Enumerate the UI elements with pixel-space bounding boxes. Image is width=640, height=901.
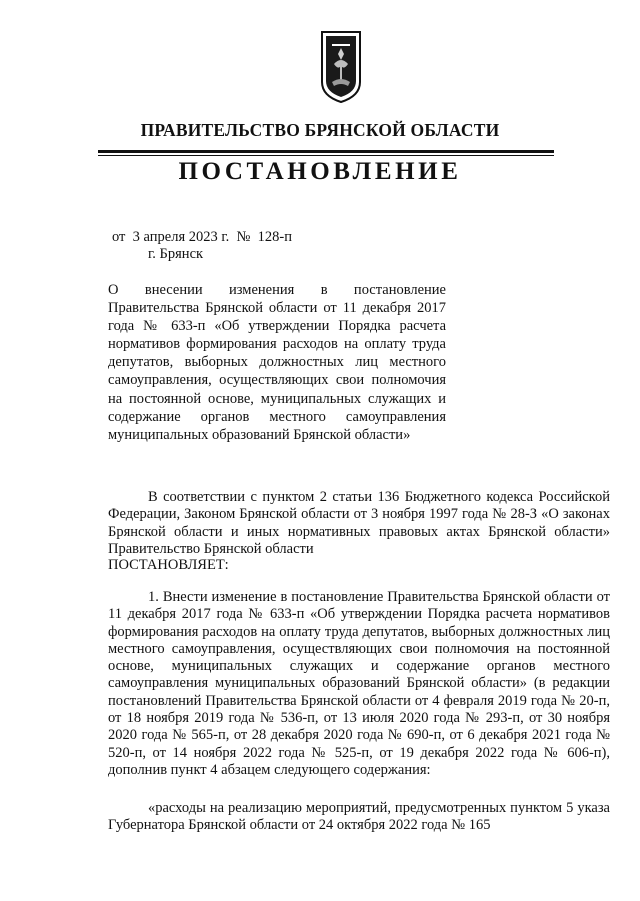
- organization-title: ПРАВИТЕЛЬСТВО БРЯНСКОЙ ОБЛАСТИ: [140, 120, 500, 140]
- document-subject: О внесении изменения в постановление Правительства Брянской области от 11 декабря 2017 года № 633-п «Об утверждении Порядка расчета нормативов формирования расходов на оплату труда депутатов, выборных должностных лиц местного самоуправления, осуществляющих свои полномочия на постоянной основе, муниципальных служащих и содержание органов местного самоуправления муниципальных образований Брянской области»: [108, 282, 446, 443]
- decree-word: ПОСТАНОВЛЯЕТ:: [108, 557, 229, 573]
- item-1-paragraph: 1. Внести изменение в постановление Правительства Брянской области от 11 декабря 2017 года № 633-п «Об утверждении Порядка расчета нормативов формирования расходов на оплату труда депутатов, выборных должностных лиц местного самоуправления, осуществляющих свои полномочия на постоянной основе, муниципальных служащих и содержание органов местного самоуправления муниципальных образований Брянской области» (в редакции постановлений Правительства Брянской области от 4 февраля 2019 года № 20-п, от 18 ноября 2019 года № 536-п, от 13 июля 2020 года № 293-п, от 30 ноября 2020 года № 565-п, от 28 декабря 2020 года № 690-п, от 6 декабря 2021 года № 520-п, от 14 ноября 2022 года № 525-п, от 19 декабря 2022 года № 606-п), дополнив пункт 4 абзацем следующего содержания:: [108, 589, 610, 778]
- document-type-title: ПОСТАНОВЛЕНИЕ: [178, 158, 462, 185]
- document-city: г. Брянск: [148, 246, 204, 262]
- preamble-paragraph: В соответствии с пунктом 2 статьи 136 Бюджетного кодекса Российской Федерации, Законом Брянской области от 3 ноября 1997 года № 28-З «О законах Брянской области и иных нормативных правовых актах Брянской области» Правительство Брянской области: [108, 489, 610, 557]
- header-divider: [98, 150, 554, 153]
- quote-paragraph: «расходы на реализацию мероприятий, предусмотренных пунктом 5 указа Губернатора Брянской области от 24 октября 2022 года № 165: [108, 800, 610, 834]
- header-divider-thin: [98, 155, 554, 156]
- coat-of-arms-icon: [318, 30, 364, 104]
- document-date-number: от 3 апреля 2023 г. № 128-п: [112, 229, 292, 245]
